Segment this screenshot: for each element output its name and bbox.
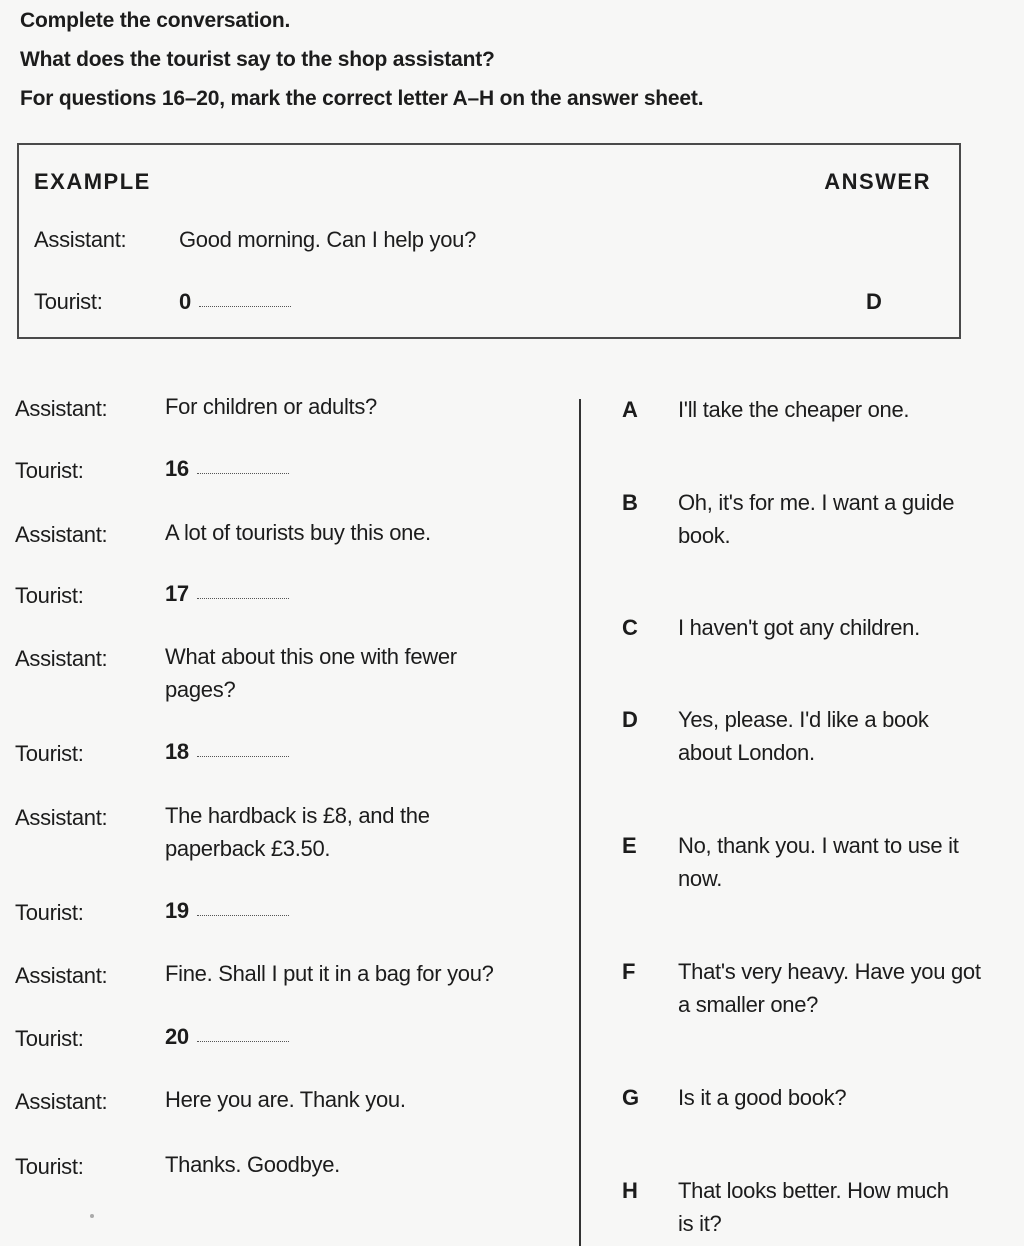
example-answer: D: [866, 289, 882, 314]
speaker-label: Tourist:: [15, 1154, 84, 1179]
example-tourist-label: Tourist:: [34, 289, 103, 314]
answer-blank: [199, 306, 291, 307]
option-text: That's very heavy. Have you got: [678, 959, 981, 984]
answer-blank: [197, 756, 289, 757]
speaker-label: Tourist:: [15, 583, 84, 608]
speaker-label: Tourist:: [15, 1026, 84, 1051]
question-number: 18: [165, 739, 189, 764]
instruction-question: What does the tourist say to the shop assistant?: [20, 48, 495, 71]
utterance: For children or adults?: [165, 394, 377, 419]
option-text-continued: is it?: [678, 1211, 722, 1236]
speaker-label: Assistant:: [15, 805, 108, 830]
utterance: The hardback is £8, and the: [165, 803, 430, 828]
column-divider: [579, 399, 581, 1246]
question-number: 16: [165, 456, 189, 481]
option-text: That looks better. How much: [678, 1178, 949, 1203]
utterance-continued: pages?: [165, 677, 236, 702]
speaker-label: Tourist:: [15, 900, 84, 925]
utterance-continued: paperback £3.50.: [165, 836, 331, 861]
example-heading: EXAMPLE: [34, 169, 151, 194]
option-text: Yes, please. I'd like a book: [678, 707, 929, 732]
example-assistant-label: Assistant:: [34, 227, 127, 252]
option-text: Is it a good book?: [678, 1085, 847, 1110]
option-text-continued: about London.: [678, 740, 815, 765]
instruction-answer-sheet: For questions 16–20, mark the correct letter A–H on the answer sheet.: [20, 87, 704, 110]
answer-blank: [197, 1041, 289, 1042]
utterance: A lot of tourists buy this one.: [165, 520, 431, 545]
answer-gap: [165, 894, 289, 927]
question-number: 19: [165, 898, 189, 923]
example-number: 0: [179, 289, 191, 314]
speaker-label: Assistant:: [15, 396, 108, 421]
question-number: 17: [165, 581, 189, 606]
example-box: [17, 143, 961, 339]
scan-speck: [90, 1214, 94, 1218]
instruction-complete: Complete the conversation.: [20, 9, 291, 32]
answer-heading: ANSWER: [824, 169, 931, 194]
utterance: What about this one with fewer: [165, 644, 457, 669]
option-letter: B: [622, 490, 638, 515]
option-letter: C: [622, 615, 638, 640]
option-text: Oh, it's for me. I want a guide: [678, 490, 955, 515]
option-text: I haven't got any children.: [678, 615, 920, 640]
answer-gap: [165, 452, 289, 485]
answer-blank: [197, 473, 289, 474]
answer-gap: [165, 577, 289, 610]
option-letter: H: [622, 1178, 638, 1203]
question-number: 20: [165, 1024, 189, 1049]
option-letter: F: [622, 959, 636, 984]
speaker-label: Tourist:: [15, 741, 84, 766]
answer-blank: [197, 915, 289, 916]
utterance: Thanks. Goodbye.: [165, 1152, 340, 1177]
option-letter: A: [622, 397, 638, 422]
option-letter: D: [622, 707, 638, 732]
option-text-continued: book.: [678, 523, 731, 548]
utterance: Fine. Shall I put it in a bag for you?: [165, 961, 494, 986]
example-tourist-blank: [179, 289, 291, 315]
speaker-label: Assistant:: [15, 1089, 108, 1114]
speaker-label: Assistant:: [15, 963, 108, 988]
speaker-label: Assistant:: [15, 522, 108, 547]
speaker-label: Assistant:: [15, 646, 108, 671]
answer-gap: [165, 1020, 289, 1053]
example-assistant-text: Good morning. Can I help you?: [179, 227, 477, 252]
speaker-label: Tourist:: [15, 458, 84, 483]
answer-blank: [197, 598, 289, 599]
utterance: Here you are. Thank you.: [165, 1087, 406, 1112]
option-letter: G: [622, 1085, 639, 1110]
option-text: I'll take the cheaper one.: [678, 397, 910, 422]
option-letter: E: [622, 833, 637, 858]
option-text: No, thank you. I want to use it: [678, 833, 959, 858]
option-text-continued: now.: [678, 866, 723, 891]
answer-gap: [165, 735, 289, 768]
option-text-continued: a smaller one?: [678, 992, 819, 1017]
